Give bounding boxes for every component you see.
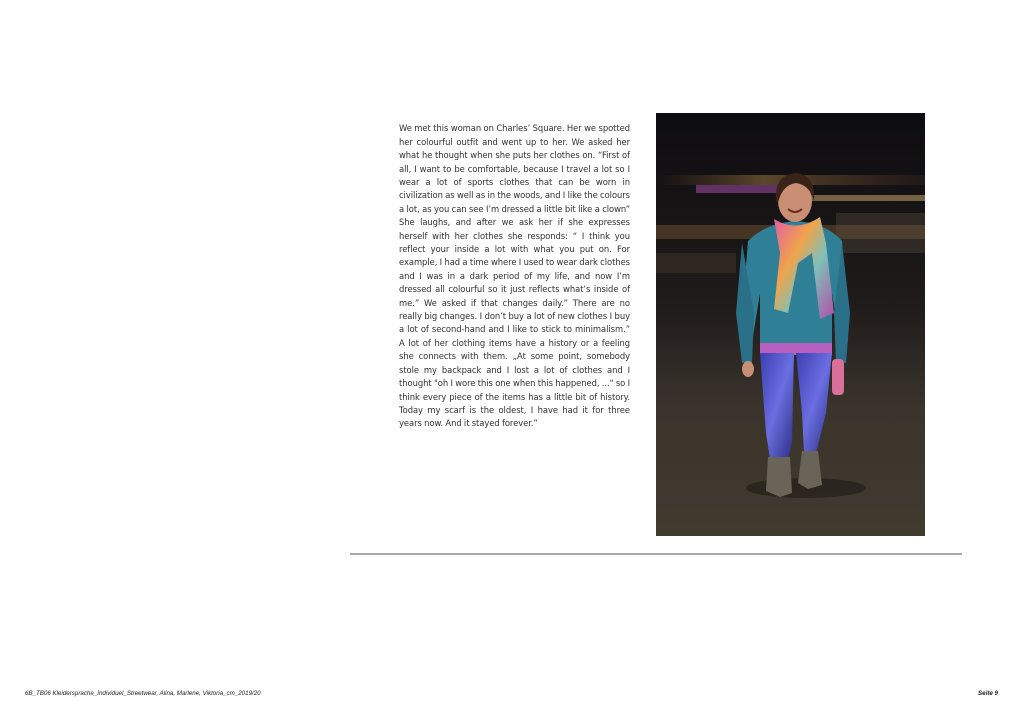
footer-page-number: Seite 9 bbox=[978, 690, 998, 697]
street-portrait-photo bbox=[656, 113, 925, 536]
footer-course-info: 6B_TB06 Kleidersprache_Individuel_Streetwear, Alina, Marlene, Viktoria_cm_2019/20 bbox=[25, 690, 261, 697]
article-paragraph: We met this woman on Charles’ Square. Her we spotted her colourful outfit and went up to her. We asked her what he thought when she puts her clothes on. “First of all, I want to be comfortable, because I travel a lot so I wear a lot of sports clothes that can be worn in civilization as well as in the woods, and I like the colours a lot, as you can see I’m dressed a little bit like a clown” She laughs, and after we ask her if she expresses herself with her clothes she responds: “ I think you reflect your inside a lot with what you put on. For example, I had a time where I used to wear dark clothes and I was in a dark period of my life, and now I’m dressed all colourful so it just reflects what’s inside of me.” We asked if that changes daily.” There are no really big changes. I don’t buy a lot of new clothes I buy a lot of second-hand and I like to stick to minimalism.” A lot of her clothing items have a history or a feeling she connects with them. „At some point, somebody stole my backpack and I lost a lot of clothes and I thought "oh I wore this one when this happened, ..." so I think every piece of the items has a little bit of history. Today my scarf is the oldest, I have had it for three years now. And it stayed forever.” bbox=[399, 123, 630, 429]
horizontal-divider bbox=[350, 553, 962, 555]
